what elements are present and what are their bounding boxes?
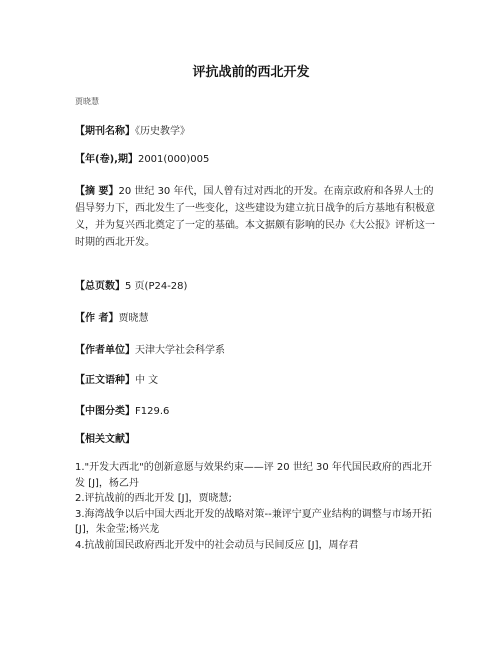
year-field [75,152,435,168]
reference-item: 3.海湾战争以后中国大西北开发的战略对策--兼评宁夏产业结构的调整与市场开拓 [J]，朱金莹;杨兴龙 [75,508,432,536]
abstract-label: 【摘 要】 [75,186,119,197]
unit-field [75,343,435,359]
language-label: 【正文语种】 [75,375,135,386]
author-field [75,311,435,327]
document-title: 评抗战前的西北开发 [192,65,310,80]
author-label: 【作 者】 [75,313,119,324]
abstract-field [75,183,435,251]
references-list [75,460,437,554]
unit-label: 【作者单位】 [75,345,135,356]
year-value: 2001(000)005 [137,154,210,165]
byline-author: 贾晓慧 [75,97,99,106]
references-label: 【相关文献】 [75,434,135,445]
journal-label: 【期刊名称】 [75,126,135,137]
language-value: 中 文 [135,375,159,386]
year-label: 【年(卷),期】 [75,154,138,165]
abstract-value: 20 世纪 30 年代，国人曾有过对西北的开发。在南京政府和各界人士的倡导努力下，西北发生了一些变化，这些建设为建立抗日战争的后方基地有积极意义，并为复兴西北奠定了一定的基础。本文据颇有影响的民办《大公报》评析这一时期的西北开发。 [75,186,435,248]
journal-value: 《历史教学》 [135,126,190,137]
journal-field [75,124,435,140]
clc-label: 【中图分类】 [75,406,135,417]
pages-field [75,279,435,295]
references-heading [75,432,435,448]
author-value: 贾晓慧 [118,313,149,324]
pages-value: 5 页(P24-28) [125,281,188,292]
pages-label: 【总页数】 [75,281,125,292]
clc-field [75,404,435,420]
reference-item: 2.评抗战前的西北开发 [J]，贾晓慧; [75,493,232,505]
reference-item: 1."开发大西北"的创新意愿与效果约束——评 20 世纪 30 年代国民政府的西北开发 [J]，杨乙丹 [75,462,432,489]
language-field [75,373,435,389]
clc-value: F129.6 [135,406,170,417]
unit-value: 天津大学社会科学系 [135,345,225,356]
reference-item: 4.抗战前国民政府西北开发中的社会动员与民间反应 [J]，周存君 [75,539,359,551]
